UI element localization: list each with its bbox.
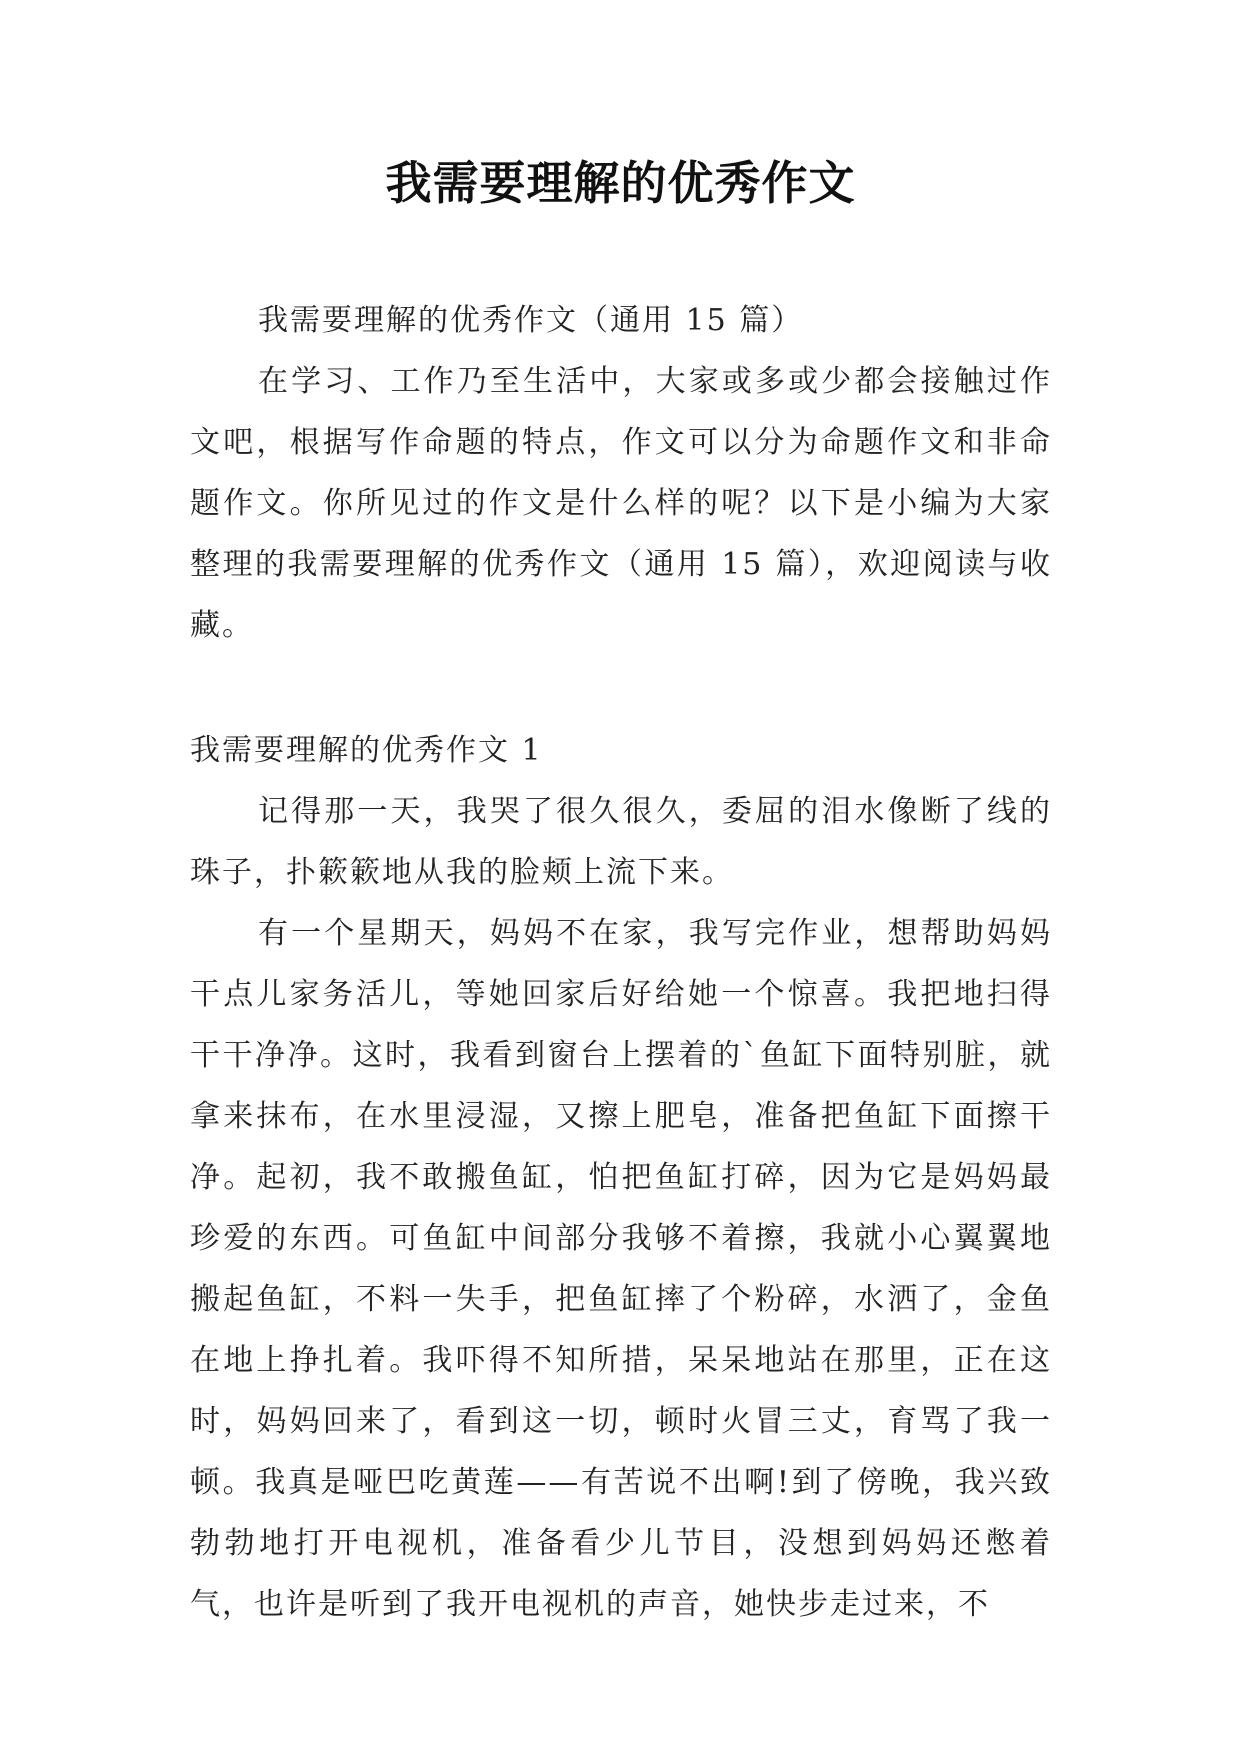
section-heading: 我需要理解的优秀作文 1 <box>190 733 543 768</box>
intro-paragraph: 在学习、工作乃至生活中，大家或多或少都会接触过作文吧，根据写作命题的特点，作文可以分为命题作文和非命题作文。你所见过的作文是什么样的呢？以下是小编为大家整理的我需要理解的优秀作文（通用 15 篇），欢迎阅读与收藏。 <box>190 364 1052 643</box>
body-paragraph: 记得那一天，我哭了很久很久，委屈的泪水像断了线的珠子，扑簌簌地从我的脸颊上流下来。 <box>190 794 1052 890</box>
document-title: 我需要理解的优秀作文 <box>385 156 856 210</box>
subtitle-line: 我需要理解的优秀作文（通用 15 篇） <box>258 303 804 338</box>
document-body <box>190 290 1052 1635</box>
body-paragraph: 有一个星期天，妈妈不在家，我写完作业，想帮助妈妈干点儿家务活儿，等她回家后好给她一个惊喜。我把地扫得干干净净。这时，我看到窗台上摆着的`鱼缸下面特别脏，就拿来抹布，在水里浸湿，又擦上肥皂，准备把鱼缸下面擦干净。起初，我不敢搬鱼缸，怕把鱼缸打碎，因为它是妈妈最珍爱的东西。可鱼缸中间部分我够不着擦，我就小心翼翼地搬起鱼缸，不料一失手，把鱼缸摔了个粉碎，水洒了，金鱼在地上挣扎着。我吓得不知所措，呆呆地站在那里，正在这时，妈妈回来了，看到这一切，顿时火冒三丈，育骂了我一顿。我真是哑巴吃黄莲——有苦说不出啊!到了傍晚，我兴致勃勃地打开电视机，准备看少儿节目，没想到妈妈还憋着气，也许是听到了我开电视机的声音，她快步走过来，不 <box>190 916 1052 1622</box>
